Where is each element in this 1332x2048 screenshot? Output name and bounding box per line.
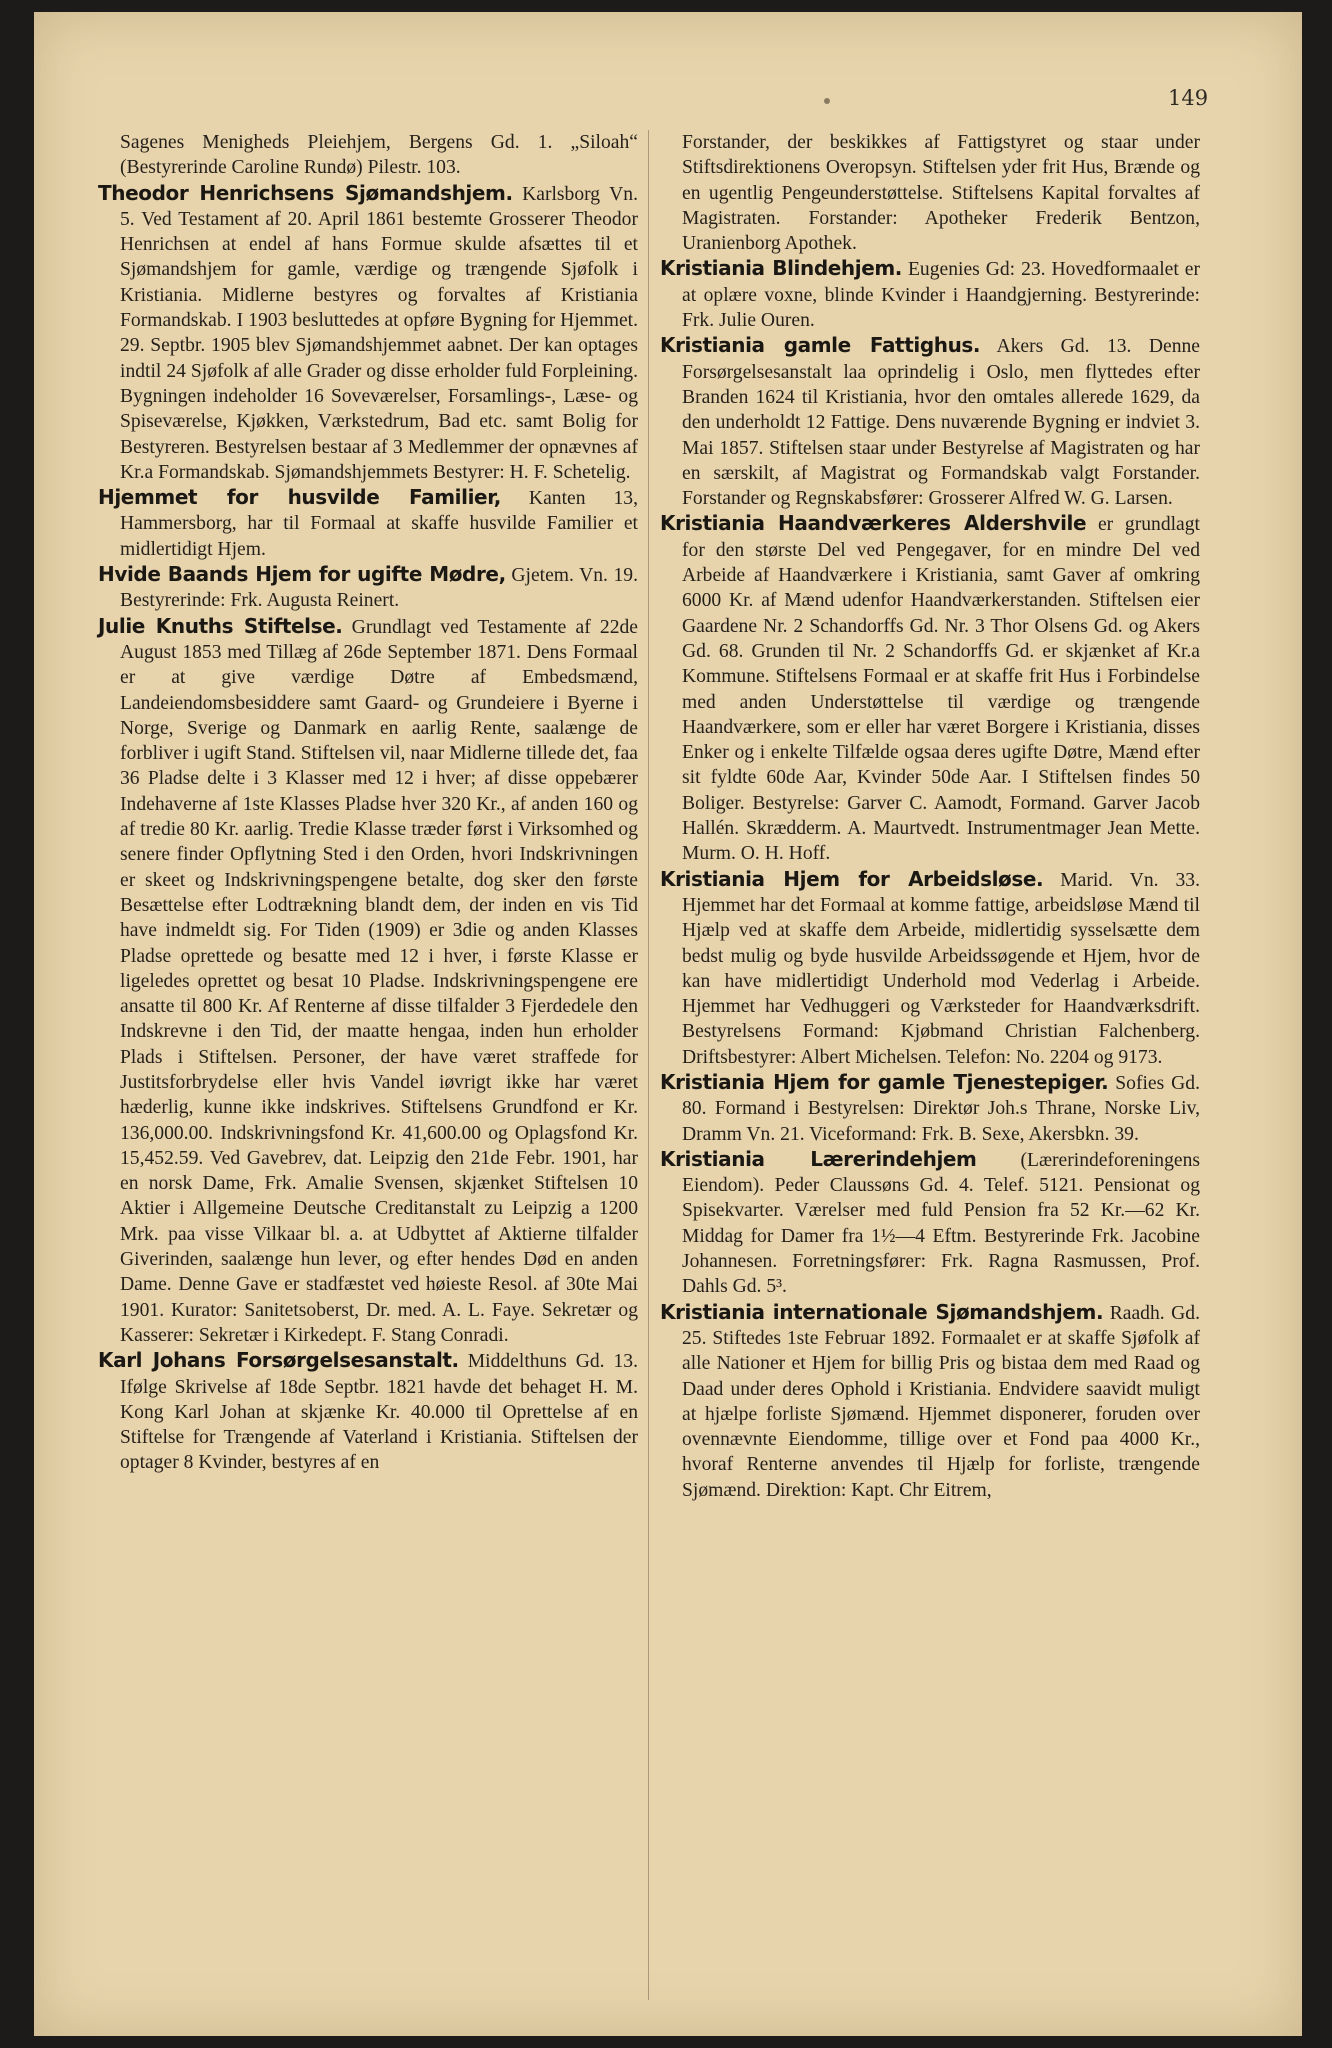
entry-name: Kristiania internationale Sjømandshjem.: [660, 1299, 1104, 1324]
directory-entry: [98, 485, 638, 562]
entry-text: Eugenies Gd: 23. Hovedformaalet er at oplære voxne, blinde Kvinder i Haandgjerning. Bestyrerinde: Frk. Julie Ouren.: [682, 259, 1200, 332]
entry-text: Middelthuns Gd. 13. Ifølge Skrivelse af 18de Septbr. 1821 havde det behaget H. M. Kong Karl Johan at skjænke Kr. 40.000 til Oprettelse af en Stiftelse for Trængende af Vaterland i Kristiania. Stiftelsen der optager 8 Kvinder, bestyres af en: [120, 1351, 638, 1474]
directory-entry: [660, 256, 1200, 333]
directory-entry: [98, 614, 638, 1349]
directory-entry: [660, 333, 1200, 511]
entry-text: Karlsborg Vn. 5. Ved Testament af 20. April 1861 bestemte Grosserer Theodor Henrichsen at endel af hans Formue skulde afsættes til et Sjømandshjem for gamle, værdige og trængende Sjøfolk i Kristiania. Midlerne bestyres og forvaltes af Kristiania Formandskab. I 1903 besluttedes at opføre Bygning for Hjemmet. 29. Septbr. 1905 blev Sjømandshjemmet aabnet. Der kan optages indtil 24 Sjøfolk af alle Grader og disse erholder fuld Forpleining. Bygningen indeholder 16 Soveværelser, Forsamlings-, Læse- og Spiseværelse, Kjøkken, Værkstedrum, Bad etc. samt Bolig for Bestyreren. Bestyrelsen bestaar af 3 Medlemmer der opnævnes af Kr.a Formandskab. Sjømandshjemmets Bestyrer: H. F. Schetelig.: [120, 183, 638, 483]
entry-name: Theodor Henrichsens Sjømandshjem.: [98, 180, 513, 205]
directory-entry: [660, 511, 1200, 866]
directory-entry: [660, 1070, 1200, 1147]
entry-name: Karl Johans Forsørgelsesanstalt.: [98, 1348, 459, 1373]
directory-entry: [98, 1348, 638, 1475]
page-number: 149: [1168, 86, 1209, 110]
directory-entry: [98, 181, 638, 486]
entry-name: Hjemmet for husvilde Familier,: [98, 485, 501, 510]
column-divider: [648, 130, 649, 2000]
directory-entry: [660, 1300, 1200, 1503]
entry-text: Forstander, der beskikkes af Fattigstyret og staar under Stiftsdirektionens Overopsyn. Stiftelsen yder frit Hus, Brænde og en ugentlig Pengeunderstøttelse. Stiftelsens Kapital forvaltes af Magistraten. Forstander: Apotheker Frederik Bentzon, Uranienborg Apothek.: [682, 132, 1200, 255]
directory-entry: [660, 1147, 1200, 1300]
entry-name: Kristiania Haandværkeres Aldershvile: [660, 511, 1087, 536]
entry-text: Sagenes Menigheds Pleiehjem, Bergens Gd. 1. „Siloah“ (Bestyrerinde Caroline Rundø) Pilestr. 103.: [120, 132, 638, 179]
entry-text: Gjetem. Vn. 19. Bestyrerinde: Frk. Augusta Reinert.: [120, 565, 638, 612]
entry-name: Hvide Baands Hjem for ugifte Mødre,: [98, 562, 506, 587]
left-column: [98, 130, 638, 1476]
entry-text: Kanten 13, Hammersborg, har til Formaal at skaffe husvilde Familier et midlertidigt Hjem.: [120, 488, 638, 560]
entry-text: (Lærerindeforeningens Eiendom). Peder Claussøns Gd. 4. Telef. 5121. Pensionat og Spisekvarter. Værelser med fuld Pension fra 52 Kr.—62 Kr. Middag for Damer fra 1½—4 Eftm. Bestyrerinde Frk. Jacobine Johannesen. Forretningsfører: Frk. Ragna Rasmussen, Prof. Dahls Gd. 5³.: [682, 1149, 1200, 1298]
entry-name: Kristiania Blindehjem.: [660, 256, 903, 281]
entry-name: Kristiania Lærerindehjem: [660, 1146, 977, 1171]
entry-text: Sofies Gd. 80. Formand i Bestyrelsen: Direktør Joh.s Thrane, Norske Liv, Dramm Vn. 21. Viceformand: Frk. B. Sexe, Akersbkn. 39.: [682, 1072, 1200, 1145]
entry-name: Kristiania Hjem for Arbeidsløse.: [660, 866, 1044, 891]
entry-text: Raadh. Gd. 25. Stiftedes 1ste Februar 1892. Formaalet er at skaffe Sjøfolk af alle Nationer et Hjem for billig Pris og bistaa dem med Raad og Daad under deres Ophold i Kristiania. Endvidere saavidt muligt at hjælpe forliste Sjømænd. Hjemmet disponerer, foruden over ovennævnte Eiendomme, tillige over et Fond paa 4000 Kr., hvoraf Renterne anvendes til Hjælp for forliste, trængende Sjømænd. Direktion: Kapt. Chr Eitrem,: [682, 1302, 1201, 1501]
right-column: [660, 130, 1200, 1503]
directory-entry: [660, 130, 1200, 256]
entry-name: Kristiania Hjem for gamle Tjenestepiger.: [660, 1069, 1109, 1094]
directory-entry: [660, 867, 1200, 1070]
book-page: [34, 12, 1302, 2036]
entry-text: Akers Gd. 13. Denne Forsørgelsesanstalt laa oprindelig i Oslo, men flyttedes efter Branden 1624 til Kristiania, hvor den omtales allerede 1629, da den underholdt 12 Fattige. Dens nuværende Bygning er indviet 3. Mai 1857. Stiftelsen staar under Bestyrelse af Magistraten og har en særskilt, af Magistrat og Formandskab valgt Forstander. Forstander og Regnskabsfører: Grosserer Alfred W. G. Larsen.: [682, 336, 1200, 510]
entry-text: er grundlagt for den største Del ved Pengegaver, for en mindre Del ved Arbeide af Haandværkere i Kristiania, samt Gaver af omkring 6000 Kr. af Mænd udenfor Haandværkerstanden. Stiftelsen eier Gaardene Nr. 2 Schandorffs Gd. Nr. 3 Thor Olsens Gd. og Akers Gd. 68. Grunden til Nr. 2 Schandorffs Gd. er skjænket af Kr.a Kommune. Stiftelsens Formaal er at skaffe frit Hus i Forbindelse med anden Understøttelse til værdige og trængende Haandværkere, som er eller har været Borgere i Kristiania, disses Enker og i enkelte Tilfælde ogsaa deres ugifte Døtre, Mænd efter sit fyldte 60de Aar, Kvinder 50de Aar. I Stiftelsen findes 50 Boliger. Bestyrelse: Garver C. Aamodt, Formand. Garver Jacob Hallén. Skrædderm. A. Maurtvedt. Instrumentmager Jean Mette. Murm. O. H. Hoff.: [682, 514, 1200, 865]
entry-name: Kristiania gamle Fattighus.: [660, 333, 981, 358]
print-speck: [824, 98, 830, 104]
directory-entry: [98, 130, 638, 181]
entry-text: Marid. Vn. 33. Hjemmet har det Formaal at komme fattige, arbeidsløse Mænd til Hjælp ved at skaffe dem Arbeide, midlertidig sysselsætte dem bedst mulig og byde husvilde Arbeidssøgende et Hjem, hvor de kan have midlertidigt Underhold mod Vederlag i Arbeide. Hjemmet har Vedhuggeri og Værksteder for Haandværksdrift. Bestyrelsens Formand: Kjøbmand Christian Falchenberg. Driftsbestyrer: Albert Michelsen. Telefon: No. 2204 og 9173.: [682, 869, 1200, 1068]
entry-text: Grundlagt ved Testamente af 22de August 1853 med Tillæg af 26de September 1871. Dens Formaal er at give værdige Døtre af Embedsmænd, Landeiendomsbesiddere samt Gaard- og Grundeiere i Byerne i Norge, Sverige og Danmark en aarlig Rente, saalænge de forbliver i ugift Stand. Stiftelsen vil, naar Midlerne tillede det, faa 36 Pladse delte i 3 Klasser med 12 i hver; af disse oppebærer Indehaverne af 1ste Klasses Pladse hver 320 Kr., af anden 160 og af tredie 80 Kr. aarlig. Tredie Klasse træder først i Virksomhed og senere finder Opflytning Sted i den Orden, hvori Indskrivningen er skeet og Indskrivningspengene betalte, dog sker den første Besættelse efter Lodtrækning blandt dem, der inden en vis Tid have indmeldt sig. For Tiden (1909) er 3die og anden Klasses Pladse oprettede og besatte med 12 i hver, i første Klasse er ligeledes oprettet og besat 10 Pladse. Indskrivningspengene ere ansatte til 800 Kr. Af Renterne af disse tilfalder 3 Fjerdedele den Indskrevne i den Tid, der maatte hengaa, inden hun erholder Plads i Stiftelsen. Personer, der have været straffede for Justitsforbrydelse eller hvis Vandel iøvrigt ikke har været hæderlig, kunne ikke indskrives. Stiftelsens Grundfond er Kr. 136,000.00. Indskrivningsfond Kr. 41,600.00 og Oplagsfond Kr. 15,452.59. Ved Gavebrev, dat. Leipzig den 21de Febr. 1901, har en norsk Dame, Frk. Amalie Svensen, skjænket Stiftelsen 10 Aktier i Allgemeine Deutsche Creditanstalt zu Leipzig a 1200 Mrk. paa visse Vilkaar bl. a. at Udbyttet af Aktierne tilfalder Giverinden, saalænge hun lever, og efter hendes Død en anden Dame. Denne Gave er stadfæstet ved høieste Resol. af 30te Mai 1901. Kurator: Sanitetsoberst, Dr. med. A. L. Faye. Sekretær og Kasserer: Sekretær i Kirkedept. F. Stang Conradi.: [120, 616, 638, 1346]
entry-name: Julie Knuths Stiftelse.: [98, 613, 343, 638]
directory-entry: [98, 562, 638, 614]
